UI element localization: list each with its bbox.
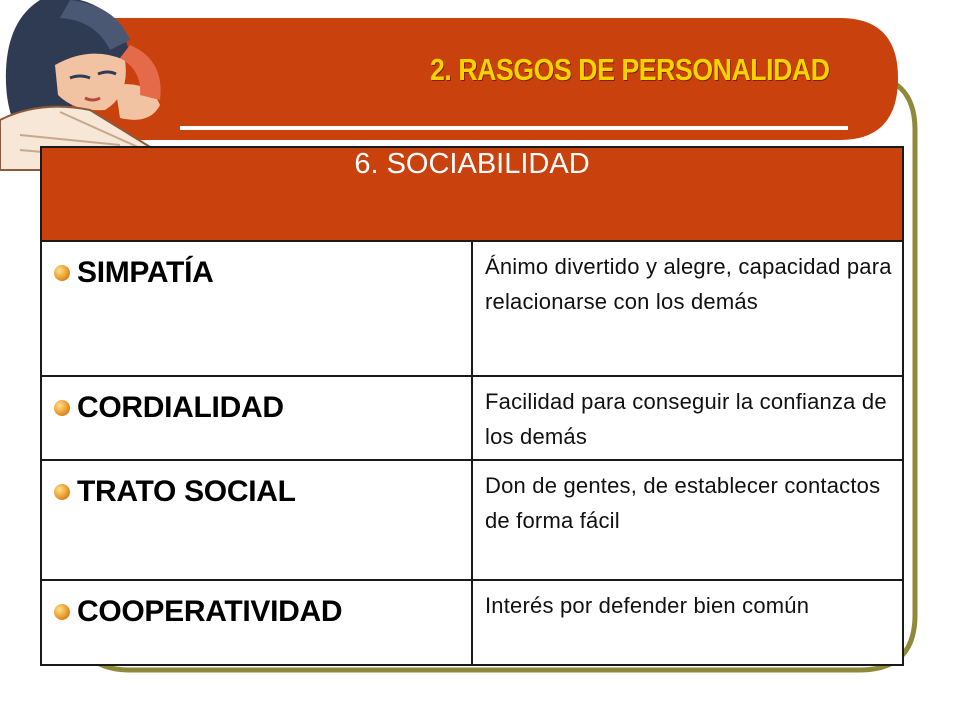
table-row [41,376,903,460]
term-label: COOPERATIVIDAD [77,595,343,628]
term-cell [41,376,472,460]
title-underline [180,126,848,130]
table-heading: 6. SOCIABILIDAD [41,147,903,241]
description-cell [472,241,903,376]
table-header-row [41,147,903,241]
term-cell [41,460,472,580]
term-cell [41,580,472,665]
description-cell [472,376,903,460]
term-cell [41,241,472,376]
term-label: TRATO SOCIAL [77,475,296,508]
description-text: Ánimo divertido y alegre, capacidad para relacionarse con los demás [485,254,892,314]
bullet-icon [54,265,70,281]
term-label: SIMPATÍA [77,256,214,289]
table-row [41,580,903,665]
description-text: Interés por defender bien común [485,593,810,618]
page-title: 2. RASGOS DE PERSONALIDAD [430,52,830,87]
bullet-icon [54,484,70,500]
description-cell [472,580,903,665]
bullet-icon [54,400,70,416]
bullet-icon [54,604,70,620]
description-cell [472,460,903,580]
description-text: Facilidad para conseguir la confianza de los demás [485,389,887,449]
sociability-table [40,146,904,666]
table-row [41,241,903,376]
table-row [41,460,903,580]
description-text: Don de gentes, de establecer contactos de forma fácil [485,473,881,533]
term-label: CORDIALIDAD [77,391,284,424]
